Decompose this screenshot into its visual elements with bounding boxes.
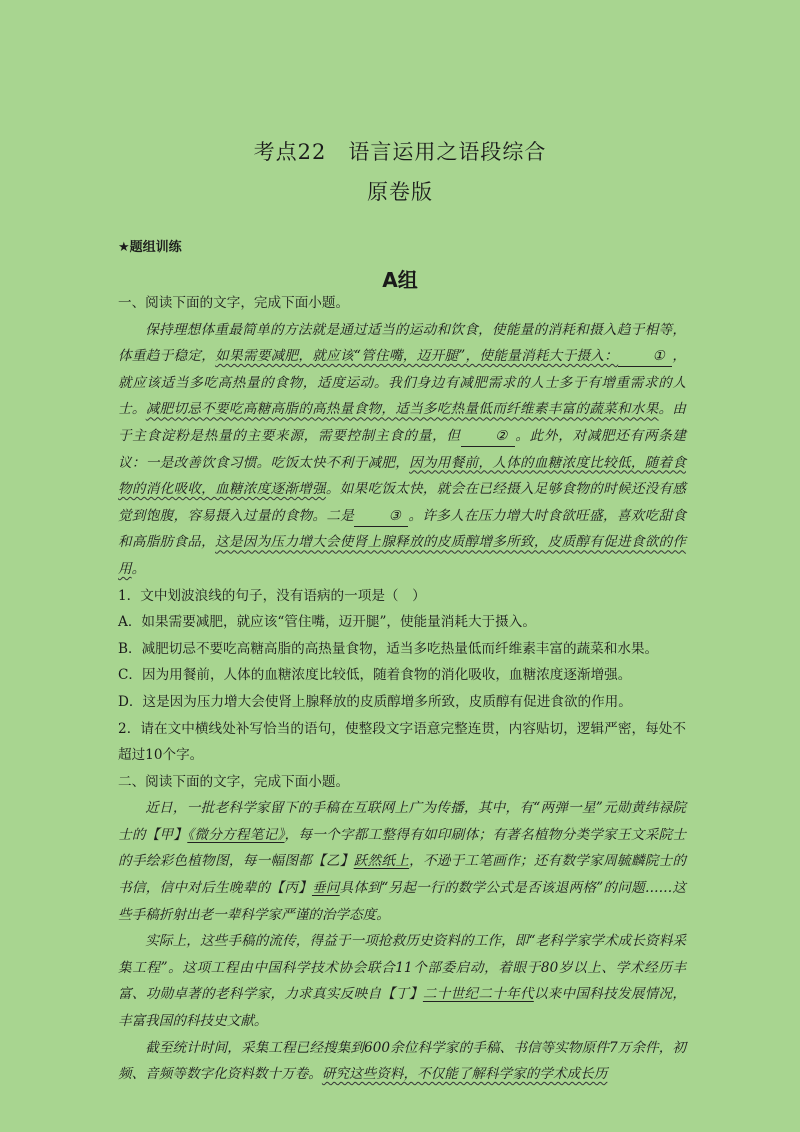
passage-two-paragraph-1 — [118, 795, 686, 928]
blank-3: ③ — [354, 506, 408, 527]
wavy-sentence-e: 研究这些资料，不仅能了解科学家的学术成长历 — [321, 1066, 608, 1083]
passage-text: 截至统计时间，采集工程已经搜集到600余位科学家的手稿、书信等实物原件7万余件，初频、音频等数字化资料数十万卷。 — [118, 1039, 686, 1083]
passage-text: ，每一个字都工整得有如印刷体；有著名植物分类学家王文采院士的手绘彩色植物图，每一幅图都【乙】 — [118, 826, 687, 870]
option-a: A．如果需要减肥，就应该“管住嘴，迈开腿”，使能量消耗大于摄入。 — [118, 614, 536, 631]
passage-text: 。 — [131, 560, 146, 577]
wavy-sentence-d: 这是因为压力增大会使肾上腺释放的皮质醇增多所致，皮质醇有促进食欲的作用 — [118, 534, 687, 577]
blank-2: ② — [461, 426, 515, 447]
page-subtitle: 原卷版 — [367, 180, 433, 204]
section-tag: ★题组训练 — [118, 240, 182, 255]
passage-text: 以来中国科技发展情况，丰富我国的科技史文献。 — [118, 986, 687, 1030]
passage-text: 具体到“另起一行的数学公式是否该退两格”的问题……这些手稿折射出老一辈科学家严谨的治学态度。 — [118, 880, 687, 923]
group-heading: A组 — [382, 268, 418, 292]
option-d: D．这是因为压力增大会使肾上腺释放的皮质醇增多所致，皮质醇有促进食欲的作用。 — [118, 693, 632, 710]
passage-text: 保持理想体重最简单的方法就是通过适当的运动和饮食，使能量的消耗和摄入趋于相等，体重趋于稳定， — [118, 321, 686, 365]
blank-1: ① — [618, 346, 672, 367]
passage-text: ，就应该适当多吃高热量的食物，适度运动。我们身边有减肥需求的人士多于有增重需求的人士。 — [118, 348, 687, 418]
passage-two-paragraph-3 — [118, 1035, 686, 1088]
wavy-sentence-a: 如果需要减肥，就应该“管住嘴，迈开腿”，使能量消耗大于摄入： — [215, 348, 619, 365]
underlined-jia: 《微分方程笔记》 — [187, 826, 285, 843]
question-two-heading: 二、阅读下面的文字，完成下面小题。 — [118, 773, 350, 790]
passage-one — [118, 317, 686, 583]
underlined-ding: 二十世纪二十年代 — [422, 986, 534, 1003]
passage-text: ，不逊于工笔画作；还有数学家周毓麟院士的书信，信中对后生晚辈的【丙】 — [118, 853, 687, 897]
underlined-yi: 跃然纸上 — [353, 853, 410, 870]
passage-text: 。许多人在压力增大时食欲旺盛，喜欢吃甜食和高脂肪食品， — [118, 507, 687, 551]
sub-question-2: 2．请在文中横线处补写恰当的语句，使整段文字语意完整连贯，内容贴切，逻辑严密，每处不超过10个字。 — [118, 720, 686, 764]
wavy-sentence-c: 因为用餐前，人体的血糖浓度比较低，随着食物的消化吸收，血糖浓度逐渐增强 — [118, 454, 686, 498]
question-one-heading: 一、阅读下面的文字，完成下面小题。 — [118, 295, 350, 311]
passage-text: 。由于主食淀粉是热量的主要来源，需要控制主食的量，但 — [118, 401, 687, 444]
underlined-bing: 垂问 — [311, 880, 340, 897]
passage-two-paragraph-2 — [118, 928, 686, 1034]
page-title: 考点22 语言运用之语段综合 — [253, 140, 547, 164]
passage-text: 。此外，对减肥还有两条建议：一是改善饮食习惯。吃饭太快不利于减肥， — [118, 427, 687, 471]
passage-text: 。如果吃饭太快，就会在已经摄入足够食物的时候还没有感觉到饱腹，容易摄入过量的食物。二是 — [118, 481, 687, 524]
passage-text: 近日，一批老科学家留下的手稿在互联网上广为传播，其中，有“两弹一星”元勋黄纬禄院士的【甲】 — [118, 800, 686, 843]
passage-text: 实际上，这些手稿的流传，得益于一项抢救历史资料的工作，即“老科学家学术成长资料采集工程”。这项工程由中国科学技术协会联合11个部委启动，着眼于80岁以上、学术经历丰富、功勋卓著的老科学家，力求真实反映自【丁】 — [118, 933, 686, 1003]
content-body — [118, 290, 686, 1088]
option-b: B．减肥切忌不要吃高糖高脂的高热量食物，适当多吃热量低而纤维素丰富的蔬菜和水果。 — [118, 640, 659, 657]
wavy-sentence-b: 减肥切忌不要吃高糖高脂的高热量食物，适当多吃热量低而纤维素丰富的蔬菜和水果 — [145, 401, 659, 418]
option-c: C．因为用餐前，人体的血糖浓度比较低，随着食物的消化吸收，血糖浓度逐渐增强。 — [118, 667, 632, 684]
sub-question-1: 1．文中划波浪线的句子，没有语病的一项是（ ） — [118, 587, 426, 604]
